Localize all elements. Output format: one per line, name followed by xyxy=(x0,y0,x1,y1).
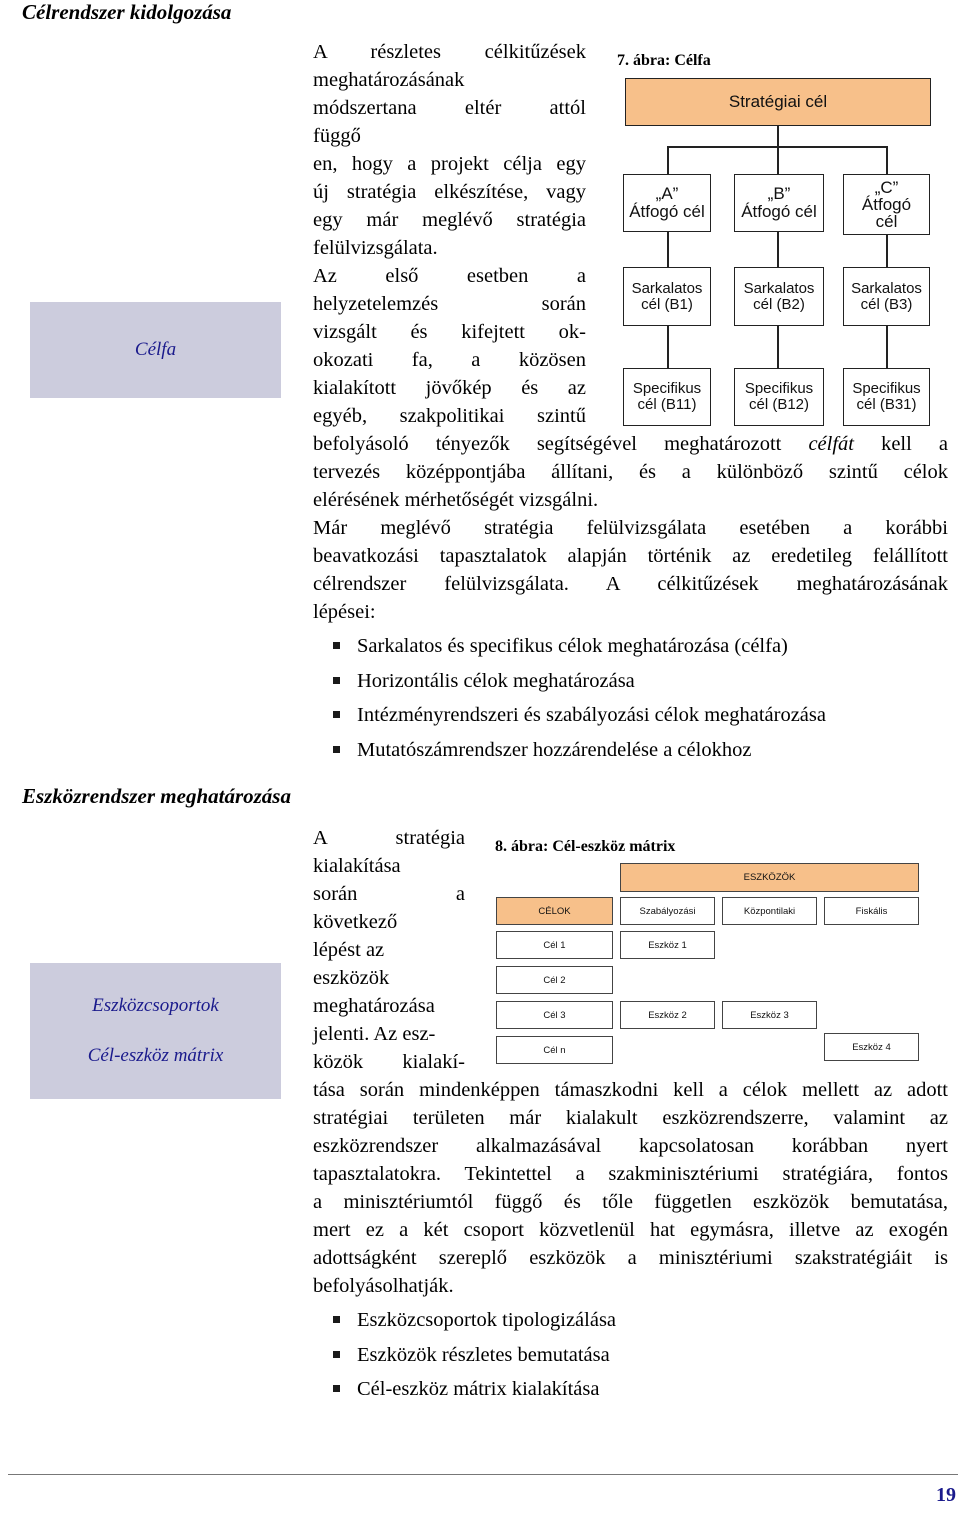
text-line: függő xyxy=(313,125,361,147)
matrix-cell xyxy=(620,1001,715,1029)
bullet-square-icon xyxy=(333,677,340,684)
list-item xyxy=(313,667,933,702)
text-line: lépései: xyxy=(313,601,376,623)
matrix-column-label: Fiskális xyxy=(855,905,888,917)
specific-goal-b12-box xyxy=(734,368,824,426)
list-item-text: Mutatószámrendszer hozzárendelése a célokhoz xyxy=(357,738,752,761)
matrix-cell xyxy=(722,1001,817,1029)
list-item-text: Eszközök részletes bemutatása xyxy=(357,1343,610,1366)
text-line: tapasztalatokra. Tekintettel a szakminisztériumi stratégiára, fontos xyxy=(313,1163,948,1185)
overarching-goal-c-box xyxy=(843,174,930,235)
text-line: A részletes célkitűzések xyxy=(313,41,586,63)
matrix-row-label: Cél 1 xyxy=(543,939,566,951)
footer-divider xyxy=(8,1474,958,1475)
list-item xyxy=(313,632,933,667)
bullet-list-celkituzes xyxy=(313,632,933,770)
overarching-goal-b-label: „B” Átfogó cél xyxy=(741,184,817,221)
specific-goal-b11-label: Specifikus cél (B11) xyxy=(632,380,702,413)
matrix-row-header xyxy=(496,1001,613,1029)
matrix-row-label: Cél n xyxy=(543,1044,566,1056)
text-line: közök kialakí- xyxy=(313,1051,465,1073)
cardinal-goal-b1-label: Sarkalatos cél (B1) xyxy=(631,279,703,313)
text-line: új stratégia elkészítése, vagy xyxy=(313,181,586,203)
text-line: adottságként szereplő eszközök a minisztériumi szakstratégiáit is xyxy=(313,1247,948,1269)
text-line: meghatározásának xyxy=(313,69,465,91)
matrix-column-header xyxy=(620,897,715,925)
text-line: módszertana eltér attól xyxy=(313,97,586,119)
matrix-cell xyxy=(824,1033,919,1061)
strategic-goal-box xyxy=(625,78,931,126)
matrix-header-celok-label: CÉLOK xyxy=(538,905,571,917)
text-line: tása során mindenképpen támaszkodni kell a célok mellett az adott xyxy=(313,1079,948,1101)
specific-goal-b31-box xyxy=(843,368,930,426)
list-item-text: Intézményrendszeri és szabályozási célok meghatározása xyxy=(357,704,826,726)
connector-line xyxy=(777,326,779,368)
connector-line xyxy=(886,146,888,174)
text-span: kell a xyxy=(853,433,949,455)
cardinal-goal-b2-label: Sarkalatos cél (B2) xyxy=(743,279,815,313)
connector-line xyxy=(667,326,669,368)
list-item-text: Eszközcsoportok tipologizálása xyxy=(357,1309,617,1331)
overarching-goal-a-box xyxy=(623,174,711,232)
specific-goal-b11-box xyxy=(623,368,711,426)
matrix-header-eszkozok xyxy=(620,863,919,892)
specific-goal-b31-label: Specifikus cél (B31) xyxy=(852,380,921,413)
text-line: a minisztériumtól függő és tőle független eszközök bemutatása, xyxy=(313,1191,948,1213)
bullet-square-icon xyxy=(333,711,340,718)
matrix-cell xyxy=(620,931,715,959)
text-line: okozati fa, a közösen xyxy=(313,349,586,371)
connector-line xyxy=(667,146,669,174)
text-line: célrendszer felülvizsgálata. A célkitűzések meghatározásának xyxy=(313,573,948,595)
connector-line xyxy=(777,146,779,174)
text-line: befolyásolhatják. xyxy=(313,1275,454,1297)
matrix-row-header xyxy=(496,931,613,959)
text-line: következő xyxy=(313,911,398,933)
matrix-column-header xyxy=(722,897,817,925)
overarching-goal-c-label: „C” Átfogó cél xyxy=(861,178,912,231)
cardinal-goal-b2-box xyxy=(734,267,824,326)
list-item-text: Sarkalatos és specifikus célok meghatározása (célfa) xyxy=(357,635,788,657)
sidebar-label-cel-eszkoz-matrix: Cél-eszköz mátrix xyxy=(87,1045,224,1066)
text-emphasis-celfat: célfát xyxy=(808,433,854,455)
matrix-cell-label: Eszköz 3 xyxy=(750,1009,789,1021)
matrix-row-label: Cél 2 xyxy=(543,974,566,986)
matrix-header-celok xyxy=(496,897,613,925)
text-span: befolyásoló tényezők segítségével meghatározott xyxy=(313,433,809,455)
connector-line xyxy=(886,235,888,267)
sidebar-label-celfa: Célfa xyxy=(134,339,177,360)
list-item xyxy=(313,1375,933,1410)
cardinal-goal-b3-box xyxy=(843,267,930,326)
text-line: kialakítása xyxy=(313,855,401,877)
matrix-cell-label: Eszköz 1 xyxy=(648,939,687,951)
cardinal-goal-b3-label: Sarkalatos cél (B3) xyxy=(851,279,922,313)
matrix-column-label: Központilaki xyxy=(743,905,796,917)
list-item xyxy=(313,1306,933,1341)
text-line: helyzetelemzés során xyxy=(313,293,586,315)
connector-line xyxy=(886,326,888,368)
text-line: felülvizsgálata. xyxy=(313,237,438,259)
matrix-cell-label: Eszköz 4 xyxy=(852,1041,891,1053)
text-line: beavatkozási tapasztalatok alapján történik az eredetileg felállított xyxy=(313,545,948,567)
text-line: egyéb, szakpolitikai szintű xyxy=(313,405,586,427)
text-line: eszközök xyxy=(313,967,390,989)
list-item-text: Cél-eszköz mátrix kialakítása xyxy=(357,1378,600,1400)
text-line: elérésének mérhetőségét vizsgálni. xyxy=(313,489,599,511)
section-title-eszkozrendszer: Eszközrendszer meghatározása xyxy=(22,784,291,808)
bullet-list-eszkozok xyxy=(313,1306,933,1410)
matrix-row-header xyxy=(496,966,613,994)
sidebar-box-eszkoz xyxy=(30,963,281,1099)
connector-line xyxy=(777,126,779,146)
overarching-goal-b-box xyxy=(734,174,824,232)
bullet-square-icon xyxy=(333,1351,340,1358)
matrix-row-label: Cél 3 xyxy=(543,1009,566,1021)
matrix-cell-label: Eszköz 2 xyxy=(648,1009,687,1021)
bullet-square-icon xyxy=(333,1385,340,1392)
strategic-goal-label: Stratégiai cél xyxy=(728,92,828,111)
text-line: en, hogy a projekt célja egy xyxy=(313,153,586,175)
cardinal-goal-b1-box xyxy=(623,267,711,326)
matrix-row-header xyxy=(496,1036,613,1064)
figure-8-caption: 8. ábra: Cél-eszköz mátrix xyxy=(495,838,676,855)
text-line-celfat xyxy=(313,430,948,458)
matrix-column-label: Szabályozási xyxy=(639,905,696,917)
list-item xyxy=(313,1341,933,1376)
matrix-header-eszkozok-label: ESZKÖZÖK xyxy=(743,872,796,883)
text-line: jelenti. Az esz- xyxy=(313,1023,436,1045)
overarching-goal-a-label: „A” Átfogó cél xyxy=(629,184,705,221)
text-line: tervezés középpontjába állítani, és a különböző szintű célok xyxy=(313,461,948,483)
matrix-column-header xyxy=(824,897,919,925)
list-item xyxy=(313,736,933,771)
sidebar-label-eszkozcsoportok: Eszközcsoportok xyxy=(92,995,219,1016)
text-line: vizsgált és kifejtett ok- xyxy=(313,321,586,343)
bullet-square-icon xyxy=(333,1316,340,1323)
text-line: Már meglévő stratégia felülvizsgálata esetében a korábbi xyxy=(313,517,948,539)
bullet-square-icon xyxy=(333,642,340,649)
connector-line xyxy=(667,232,669,267)
paragraph-3-wide xyxy=(313,1076,948,1300)
text-line: meghatározása xyxy=(313,995,435,1017)
text-line: A stratégia xyxy=(313,827,465,849)
figure-7-caption: 7. ábra: Célfa xyxy=(617,52,711,69)
text-line: stratégiai területen már kialakult eszközrendszerre, valamint az xyxy=(313,1107,948,1129)
text-line: kialakított jövőkép és az xyxy=(313,377,586,399)
list-item-text: Horizontális célok meghatározása xyxy=(357,669,635,692)
text-line: lépést az xyxy=(313,939,385,961)
specific-goal-b12-label: Specifikus cél (B12) xyxy=(744,380,814,413)
paragraph-1-narrow xyxy=(313,38,586,430)
section-title-celrendszer: Célrendszer kidolgozása xyxy=(22,0,232,24)
text-line: során a xyxy=(313,883,465,905)
page-number: 19 xyxy=(936,1484,956,1506)
bullet-square-icon xyxy=(333,746,340,753)
text-line: eszközrendszer alkalmazásával kapcsolatosan korábban nyert xyxy=(313,1135,948,1157)
paragraph-3-narrow xyxy=(313,824,465,1076)
text-line: mert ez a két csoport közvetlenül hat egymásra, illetve az exogén xyxy=(313,1219,948,1241)
connector-line xyxy=(777,232,779,267)
text-line: egy már meglévő stratégia xyxy=(313,209,586,231)
list-item xyxy=(313,701,933,736)
sidebar-box-celfa xyxy=(30,302,281,398)
paragraph-1-wide xyxy=(313,430,948,626)
text-line: Az első esetben a xyxy=(313,265,586,287)
